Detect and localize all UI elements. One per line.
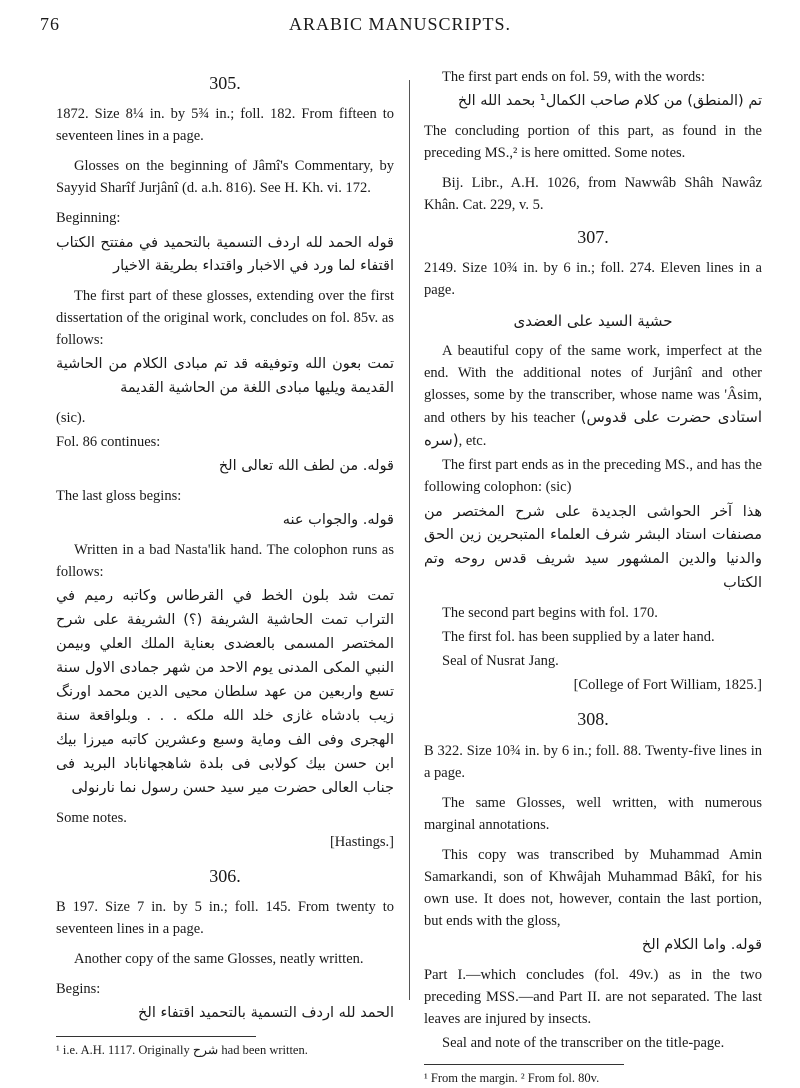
entry-307-summary-text: A beautiful copy of the same work, imperfect at the end. With the additional notes of Jurjânî and other glosses, some by the transcriber, whose name was 'Âsim, and others by his teacher	[424, 343, 762, 427]
entry-305-provenance: [Hastings.]	[329, 833, 394, 850]
entry-307-summary	[424, 340, 762, 452]
footnotes-right: ¹ From the margin. ² From fol. 80v.	[424, 1070, 600, 1085]
footnote-rule-left	[56, 1036, 256, 1037]
entry-306-description: B 197. Size 7 in. by 5 in.; foll. 145. From twenty to seventeen lines in a page.	[56, 899, 394, 938]
continuation-first-part: The first part ends on fol. 59, with the words:	[442, 69, 705, 85]
page-number: 76	[40, 14, 60, 34]
entry-number-306: 306.	[209, 865, 241, 886]
entry-307-summary-end: , etc.	[458, 433, 487, 450]
entry-307-second-part: The second part begins with fol. 170.	[442, 605, 658, 622]
entry-307-description: 2149. Size 10¾ in. by 6 in.; foll. 274. Eleven lines in a page.	[424, 260, 762, 299]
entry-305-first-part-arabic: تمت بعون الله وتوفيقه قد تم مبادی الكلام من الحاشية القديمة ويليها مبادی اللغة من الحاشية القديمة	[56, 356, 394, 397]
entry-305-description: 1872. Size 8¼ in. by 5¾ in.; foll. 182. From fifteen to seventeen lines in a page.	[56, 106, 394, 145]
right-column	[424, 66, 762, 1085]
entry-307-first-fol: The first fol. has been supplied by a later hand.	[442, 629, 715, 646]
entry-number-305: 305.	[209, 73, 241, 93]
entry-308-summary: The same Glosses, well written, with numerous marginal annotations.	[424, 794, 762, 833]
entry-305-beginning-arabic: قوله الحمد لله اردف التسمية بالتحميد في مفتتح الكتاب اقتفاء لما ورد في الاخبار واقتداء بطريقة الاخيار	[56, 234, 394, 275]
entry-305-colophon-arabic: تمت شد بلون الخط في القرطاس وكاتبه رميم في التراب تمت الحاشية الشريفة (؟) الشريفة على شرح المختصر المسمى بالعضدى بعناية الملك العلي وبيمن النبي المكى المدنى يوم الاحد من شهر جمادى الاول سنة تسع واربعين من عهد سلطان محيى الدين محمد اورنگ زيب بادشاه غازى خلد الله ملكه . . . وبلواقعة سنة الهجرى وفى الف وماية وسبع وعشرين كاتبه ميرزا بيك ابن حسن بيك كولابى فى بلدة شاهجهاناباد البريد فى جناب العالى حضرت مير سيد حسن رسول نما نارنولى	[56, 588, 394, 796]
entry-308-seal: Seal and note of the transcriber on the title-page.	[442, 1034, 725, 1051]
entry-307-title-arabic: حشية السيد على العضدى	[513, 311, 673, 330]
entry-305-summary: Glosses on the beginning of Jâmî's Commentary, by Sayyid Sharîf Jurjânî (d. a.h. 816). See H. Kh. vi. 172.	[56, 158, 394, 197]
entry-number-307: 307.	[577, 227, 609, 248]
entry-306-summary: Another copy of the same Glosses, neatly written.	[74, 951, 364, 968]
entry-305-fol86: Fol. 86 continues:	[56, 434, 161, 451]
continuation-concluding: The concluding portion of this part, as found in the preceding MS.,² is here omitted. Some notes.	[424, 122, 762, 161]
entry-307-provenance: [College of Fort William, 1825.]	[573, 677, 762, 694]
entry-305-last-gloss-arabic: قوله. والجواب عنه	[282, 512, 394, 529]
entry-305-last-gloss: The last gloss begins:	[56, 488, 182, 505]
entry-305-fol86-arabic: قوله. من لطف الله تعالى الخ	[218, 458, 394, 475]
entry-305-sic: (sic).	[56, 410, 86, 427]
entry-308-description: B 322. Size 10¾ in. by 6 in.; foll. 88. Twenty-five lines in a page.	[424, 742, 762, 781]
entry-305-colophon-intro: Written in a bad Nasta'lik hand. The colophon runs as follows:	[56, 542, 394, 581]
entry-308-gloss-arabic: قوله. واما الكلام الخ	[641, 936, 762, 953]
running-title: ARABIC MANUSCRIPTS.	[288, 14, 512, 34]
continuation-catalogue: Bij. Libr., A.H. 1026, from Nawwâb Shâh Nawâz Khân. Cat. 229, v. 5.	[424, 175, 762, 214]
entry-305-notes: Some notes.	[56, 809, 127, 826]
continuation-first-part-arabic: تم (المنطق) من كلام صاحب الكمال¹ بحمد الله الخ	[457, 93, 762, 110]
left-column	[56, 66, 394, 1058]
entry-308-transcriber: This copy was transcribed by Muhammad Amin Samarkandi, son of Khwâjah Muhammad Bâkî, for his own use. It does not, however, contain the last portion, but ends with the gloss,	[424, 846, 762, 929]
entry-307-colophon-arabic: هذا آخر الحواشى الجديدة على شرح المختصر من مصنفات استاد البشر شرف العلماء المتبحرين زين الحق والدنيا والدين المشهور سيد شريف قدس روحه وتم الكتاب	[424, 503, 762, 592]
entry-number-308: 308.	[577, 709, 609, 730]
column-divider	[409, 80, 410, 1000]
entry-305-beginning-label: Beginning:	[56, 210, 121, 227]
entry-307-seal: Seal of Nusrat Jang.	[442, 653, 559, 670]
entry-306-begins-arabic: الحمد لله اردف التسمية بالتحميد اقتفاء الخ	[138, 1005, 394, 1022]
entry-308-parts: Part I.—which concludes (fol. 49v.) as in the two preceding MSS.—and Part II. are not separated. The last leaves are injured by insects.	[424, 966, 762, 1027]
entry-307-teacher-arabic: (استادی حضرت علی قدوس سره)	[424, 408, 762, 450]
page-header	[40, 14, 760, 42]
entry-305-first-part: The first part of these glosses, extending over the first dissertation of the original work, concludes on fol. 85v. as follows:	[56, 288, 394, 349]
footnote-left: ¹ i.e. A.H. 1117. Originally شرح had been written.	[56, 1043, 308, 1058]
entry-306-begins-label: Begins:	[56, 981, 101, 998]
entry-307-colophon-intro: The first part ends as in the preceding MS., and has the following colophon: (sic)	[424, 457, 762, 496]
footnote-rule-right	[424, 1064, 624, 1065]
